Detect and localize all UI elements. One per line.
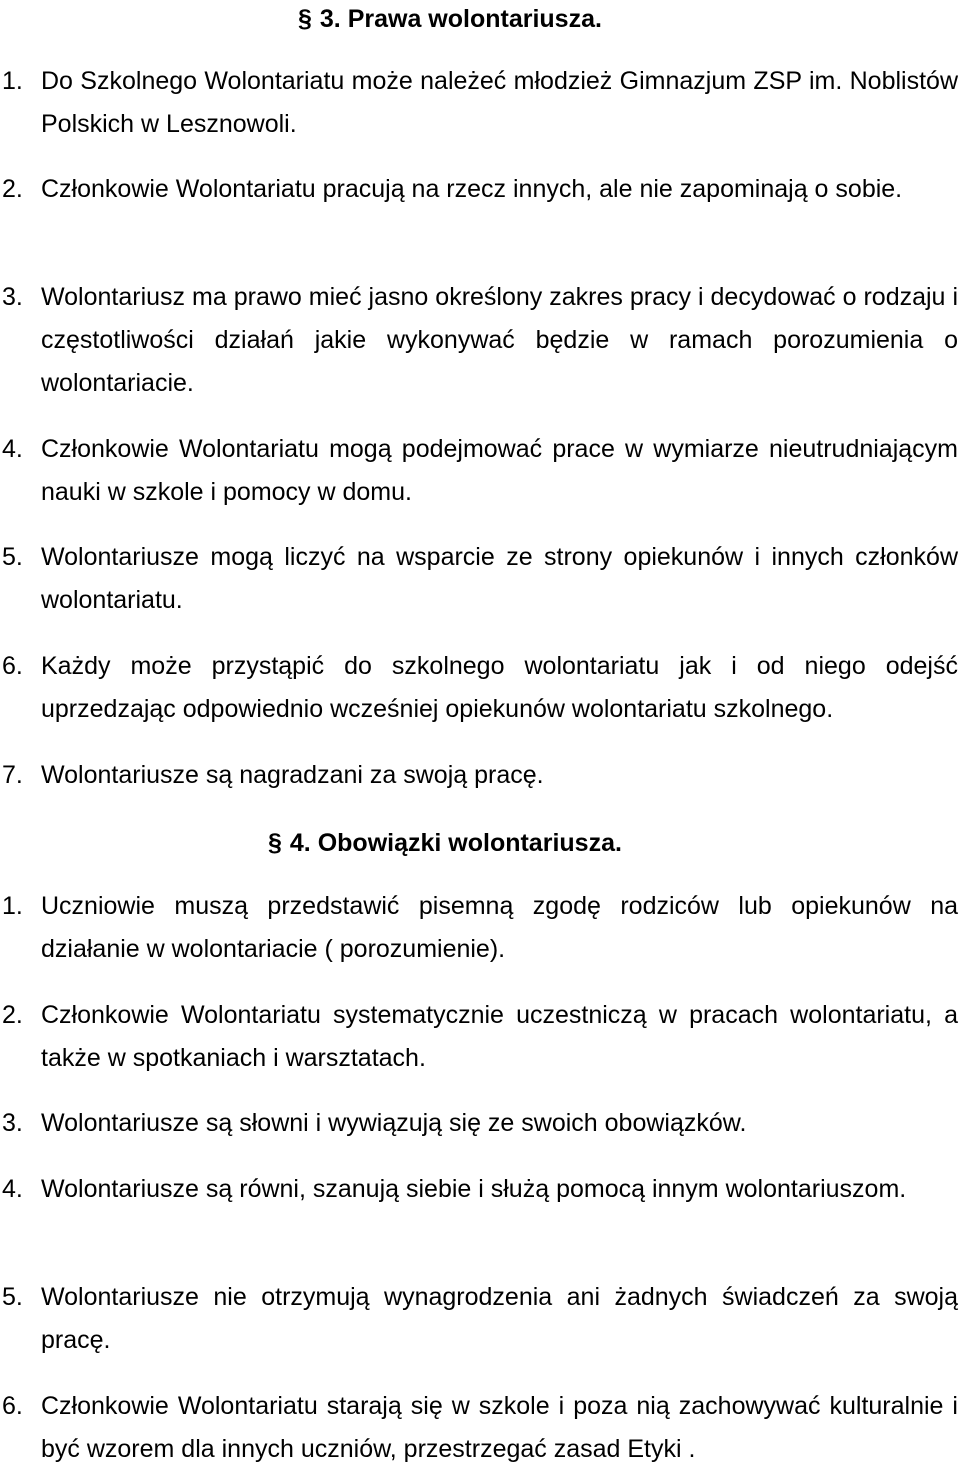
list-item-number: 5. <box>2 543 23 571</box>
list-item <box>0 885 960 971</box>
list-item <box>0 1168 960 1211</box>
list-item-number: 1. <box>2 892 23 920</box>
list-item-number: 6. <box>2 652 23 680</box>
list-item-text: Każdy może przystąpić do szkolnego wolontariatu jak i od niego odejść uprzedzając odpowiednio wcześniej opiekunów wolontariatu szkolnego. <box>41 652 958 723</box>
section-3-title: 3. Prawa wolontariusza. <box>319 5 602 33</box>
list-item-text: Wolontariusze są słowni i wywiązują się ze swoich obowiązków. <box>41 1109 747 1137</box>
list-item-number: 2. <box>2 175 23 203</box>
list-item-text: Wolontariusze są równi, szanują siebie i służą pomocą innym wolontariuszom. <box>41 1175 907 1203</box>
section-4-heading <box>268 828 622 858</box>
list-item-text: Wolontariusze nie otrzymują wynagrodzenia ani żadnych świadczeń za swoją pracę. <box>41 1283 958 1354</box>
list-item-text: Członkowie Wolontariatu starają się w szkole i poza nią zachowywać kulturalnie i być wzorem dla innych uczniów, przestrzegać zasad Etyki . <box>41 1392 958 1463</box>
list-item <box>0 1385 960 1471</box>
list-item <box>0 754 960 797</box>
list-item-number: 3. <box>2 283 23 311</box>
list-item <box>0 168 960 211</box>
list-item <box>0 276 960 405</box>
list-item-text: Członkowie Wolontariatu systematycznie uczestniczą w pracach wolontariatu, a także w spotkaniach i warsztatach. <box>41 1001 958 1072</box>
list-item-number: 4. <box>2 1175 23 1203</box>
list-item-text: Wolontariusze mogą liczyć na wsparcie ze strony opiekunów i innych członków wolontariatu. <box>41 543 958 614</box>
list-item-number: 5. <box>2 1283 23 1311</box>
list-item-number: 1. <box>2 67 23 95</box>
list-item-number: 4. <box>2 435 23 463</box>
section-4-title: 4. Obowiązki wolontariusza. <box>289 829 622 857</box>
list-item <box>0 60 960 146</box>
list-item-number: 3. <box>2 1109 23 1137</box>
list-item-number: 6. <box>2 1392 23 1420</box>
list-item <box>0 1276 960 1362</box>
list-item-text: Wolontariusze są nagradzani za swoją pracę. <box>41 761 544 789</box>
list-item-text: Wolontariusz ma prawo mieć jasno określony zakres pracy i decydować o rodzaju i częstotliwości działań jakie wykonywać będzie w ramach porozumienia o wolontariacie. <box>41 283 958 397</box>
list-item <box>0 428 960 514</box>
list-item <box>0 536 960 622</box>
section-symbol: § <box>298 5 312 33</box>
list-item-number: 2. <box>2 1001 23 1029</box>
list-item-text: Do Szkolnego Wolontariatu może należeć młodzież Gimnazjum ZSP im. Noblistów Polskich w Lesznowoli. <box>41 67 958 138</box>
list-item-text: Członkowie Wolontariatu mogą podejmować prace w wymiarze nieutrudniającym nauki w szkole i pomocy w domu. <box>41 435 958 506</box>
list-item-number: 7. <box>2 761 23 789</box>
list-item <box>0 1102 960 1145</box>
section-symbol: § <box>268 829 282 857</box>
section-3-heading <box>298 4 602 34</box>
list-item-text: Uczniowie muszą przedstawić pisemną zgodę rodziców lub opiekunów na działanie w wolontariacie ( porozumienie). <box>41 892 958 963</box>
list-item <box>0 645 960 731</box>
list-item <box>0 994 960 1080</box>
list-item-text: Członkowie Wolontariatu pracują na rzecz innych, ale nie zapominają o sobie. <box>41 175 903 203</box>
